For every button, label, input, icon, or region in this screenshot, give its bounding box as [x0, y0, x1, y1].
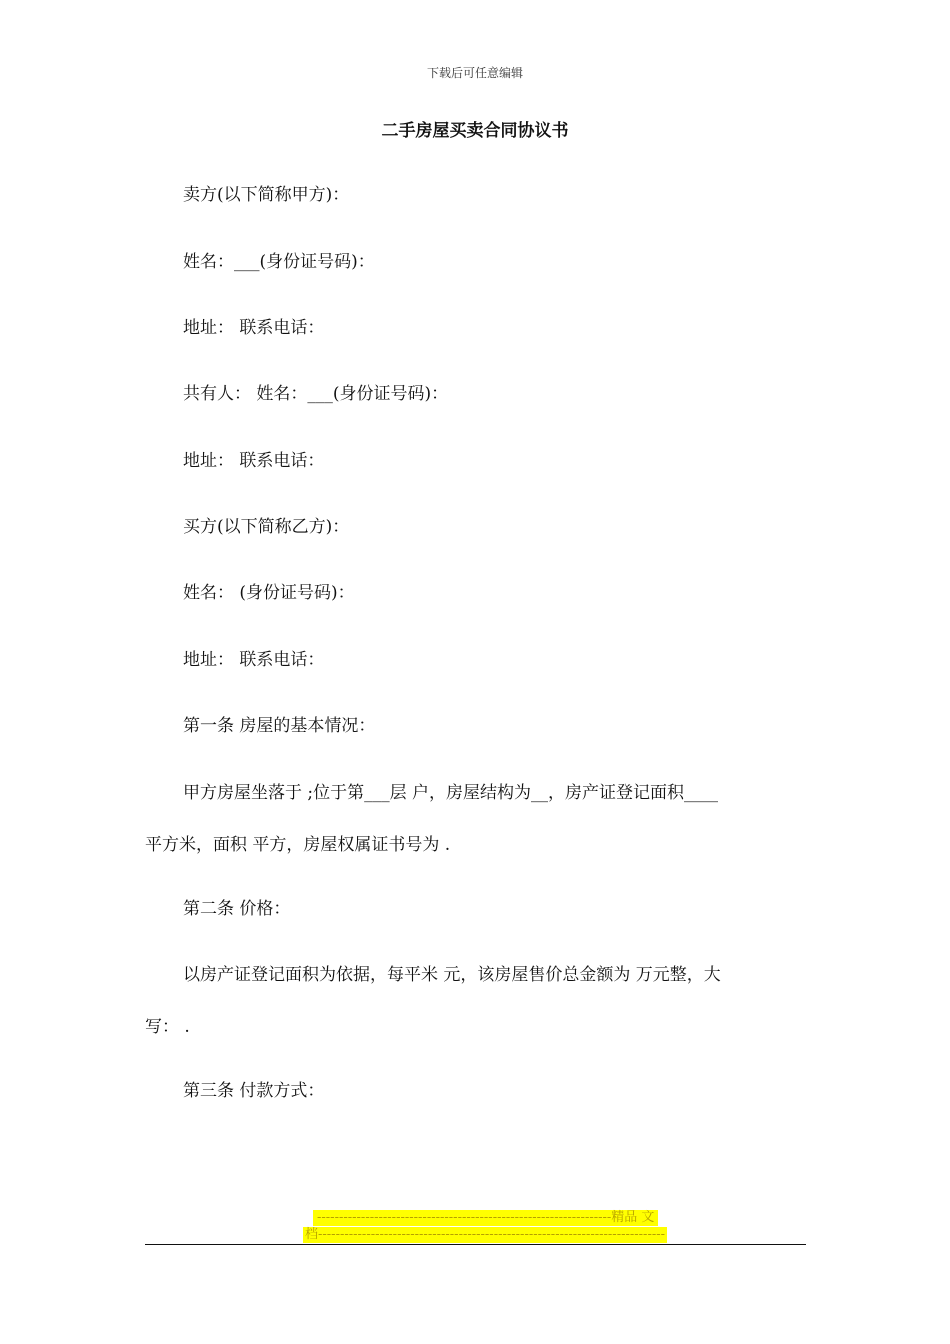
article-1-line-1: 甲方房屋坐落于 ;位于第___层 户，房屋结构为__，房产证登记面积____: [183, 783, 719, 803]
article-2-line-1: 以房产证登记面积为依据，每平米 元，该房屋售价总金额为 万元整，大: [183, 965, 721, 985]
buyer-heading: 买方(以下简称乙方)：: [183, 517, 350, 537]
article-3-title: 第三条 付款方式：: [183, 1081, 325, 1101]
seller-address-line: 地址： 联系电话：: [183, 318, 325, 338]
seller-heading: 卖方(以下简称甲方)：: [183, 185, 350, 205]
document-title: 二手房屋买卖合同协议书: [381, 121, 569, 141]
article-2-title: 第二条 价格：: [183, 899, 291, 919]
co-owner-line: 共有人： 姓名：___(身份证号码)：: [183, 384, 449, 404]
buyer-address-line: 地址： 联系电话：: [183, 650, 325, 670]
article-2-body: [145, 964, 805, 1038]
co-owner-address-line: 地址： 联系电话：: [183, 451, 325, 471]
article-1-line-2: 平方米，面积 平方，房屋权属证书号为 .: [145, 835, 451, 855]
footer-line-2: 档-------------------------------------------------------------------------------: [305, 1227, 666, 1242]
article-1-body: [145, 782, 805, 856]
article-2-line-2: 写： .: [145, 1017, 190, 1037]
page-header-note: 下载后可任意编辑: [426, 66, 523, 80]
footer-line-1: -------------------------------------------------------------------精品 文: [313, 1210, 658, 1226]
article-1-title: 第一条 房屋的基本情况：: [183, 716, 376, 736]
footer-divider: [145, 1244, 806, 1245]
buyer-name-line: 姓名： (身份证号码)：: [183, 583, 355, 603]
seller-name-line: 姓名：___(身份证号码)：: [183, 252, 375, 272]
